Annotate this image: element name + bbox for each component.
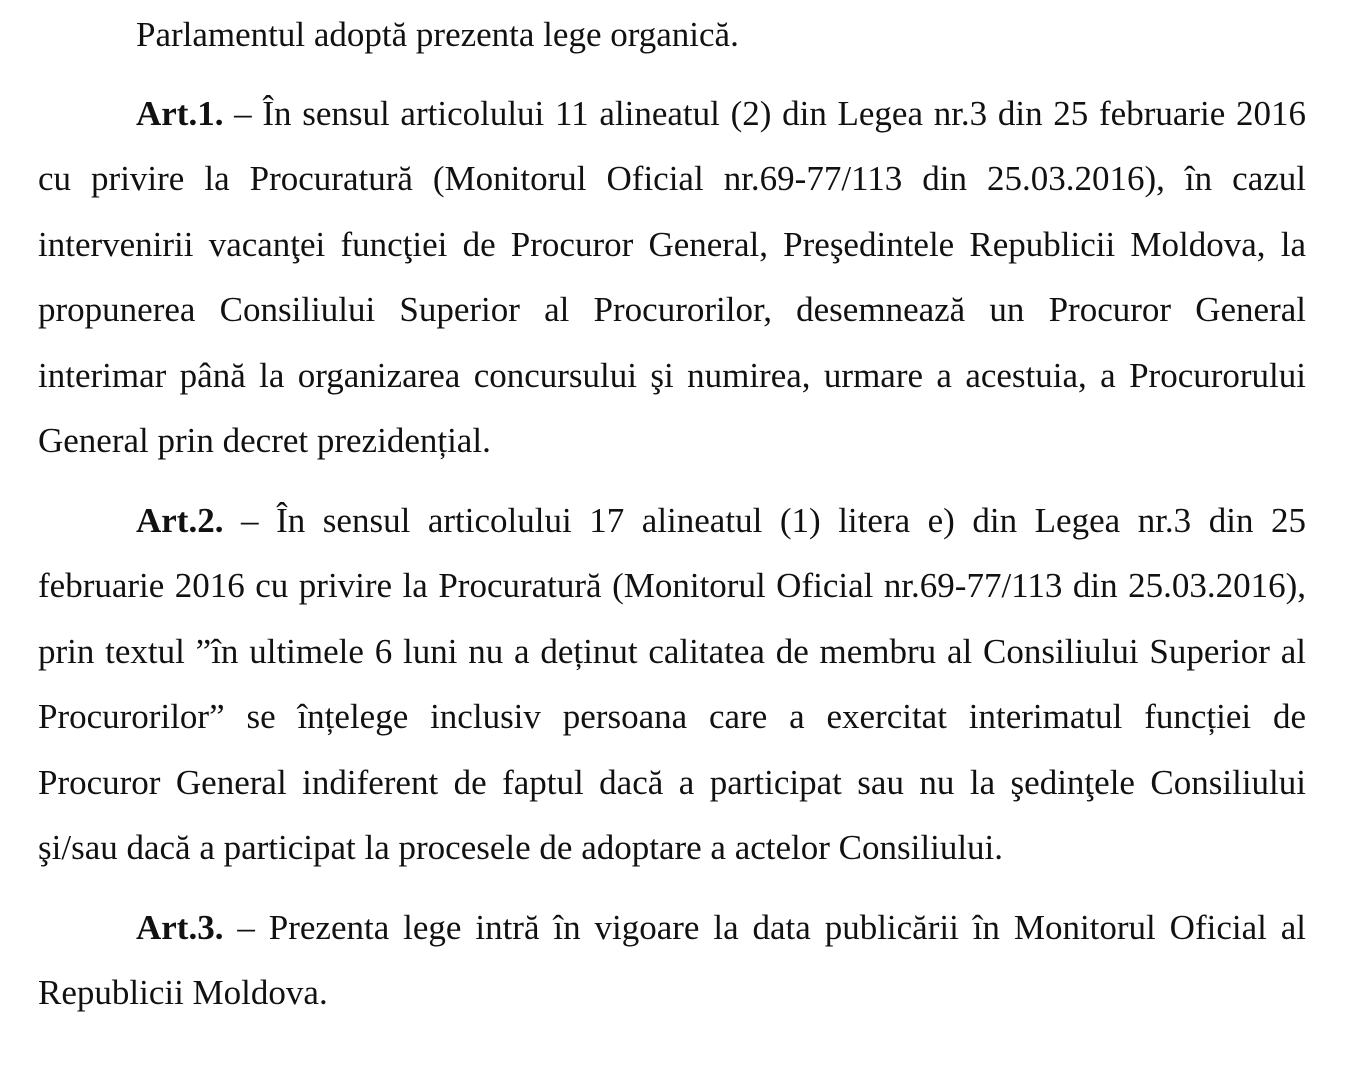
article-2-label: Art.2. [136, 500, 224, 540]
article-1-text: – În sensul articolului 11 alineatul (2) din Legea nr.3 din 25 februarie 2016 cu privire la Procuratură (Monitorul Oficial nr.69-77/113 din 25.03.2016), în cazul intervenirii vacanţei funcţiei de Procuror General, Preşedintele Republicii Moldova, la propunerea Consiliului Superior al Procurorilor, desemnează un Procuror General interimar până la organizarea concursului şi numirea, urmare a acestuia, a Procurorului General prin decret prezidențial. [38, 93, 1306, 460]
article-3-label: Art.3. [136, 907, 224, 947]
article-2-text: – În sensul articolului 17 alineatul (1) litera e) din Legea nr.3 din 25 februarie 2016 cu privire la Procuratură (Monitorul Oficial nr.69-77/113 din 25.03.2016), prin textul ”în ultimele 6 luni nu a deținut calitatea de membru al Consiliului Superior al Procurorilor” se înțelege inclusiv persoana care a exercitat interimatul funcției de Procuror General indiferent de faptul dacă a participat sau nu la şedinţele Consiliului şi/sau dacă a participat la procesele de adoptare a actelor Consiliului. [38, 500, 1307, 867]
law-document [38, 0, 1306, 1026]
article-1-label: Art.1. [136, 93, 224, 133]
article-1 [38, 81, 1306, 474]
article-2 [38, 488, 1306, 881]
article-3-text: – Prezenta lege intră în vigoare la data publicării în Monitorul Oficial al Republicii Moldova. [38, 907, 1306, 1012]
intro-statement: Parlamentul adoptă prezenta lege organică. [136, 15, 739, 54]
article-3 [38, 895, 1306, 1026]
